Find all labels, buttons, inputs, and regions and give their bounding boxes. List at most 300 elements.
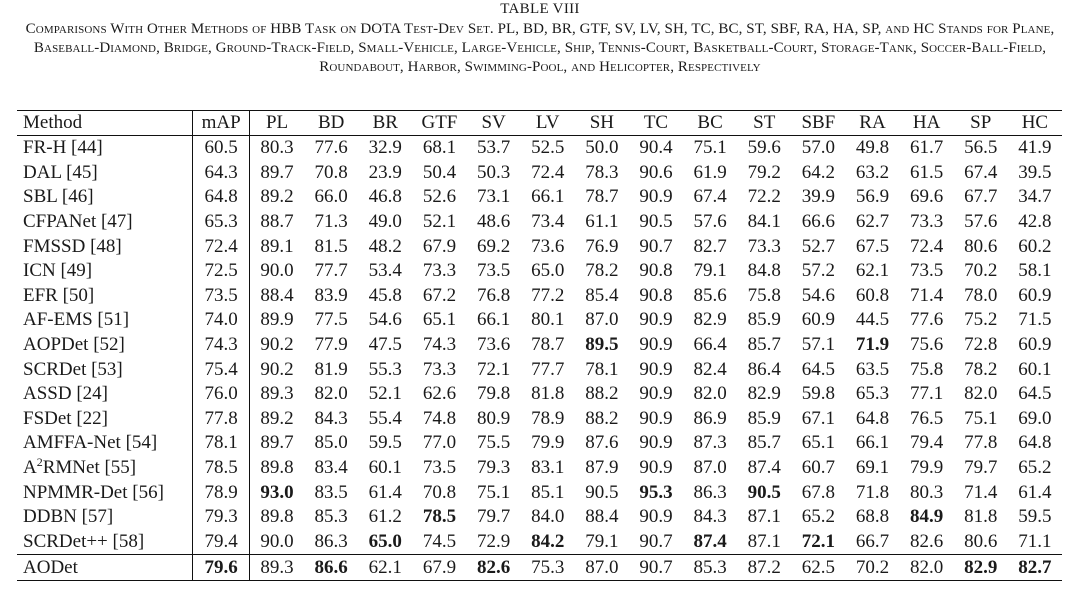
score-cell	[900, 210, 954, 235]
score-cell	[575, 161, 629, 186]
score-cell	[412, 357, 466, 382]
score-value: 87.1	[747, 530, 781, 552]
score-value: 79.3	[476, 457, 511, 479]
score-cell	[1008, 161, 1062, 186]
score-value: 75.1	[476, 481, 511, 503]
column-header-sv: SV	[467, 111, 521, 136]
score-cell	[845, 210, 899, 235]
score-value: 82.6	[909, 530, 944, 552]
score-cell	[467, 136, 521, 161]
score-value: 82.9	[693, 309, 727, 331]
score-value: 88.4	[585, 506, 619, 528]
method-cell	[17, 505, 193, 530]
score-value: 78.0	[964, 284, 998, 306]
score-cell	[467, 480, 521, 505]
score-cell	[358, 234, 412, 259]
score-value: 70.2	[964, 260, 998, 282]
score-value: 61.1	[585, 211, 619, 233]
score-cell	[629, 136, 683, 161]
score-value: 44.5	[855, 309, 890, 331]
score-cell	[1008, 555, 1062, 581]
score-value: 77.1	[909, 383, 944, 405]
score-cell	[900, 555, 954, 581]
score-cell	[249, 431, 304, 456]
score-cell	[249, 234, 304, 259]
method-name: SBL [46]	[23, 186, 94, 208]
score-value: 79.1	[693, 260, 727, 282]
score-cell	[683, 357, 737, 382]
score-cell	[358, 382, 412, 407]
score-value: 73.5	[422, 457, 457, 479]
score-value: 67.5	[855, 235, 890, 257]
score-cell	[412, 161, 466, 186]
method-cell	[17, 407, 193, 432]
score-cell	[304, 555, 358, 581]
score-cell	[575, 431, 629, 456]
method-cell	[17, 259, 193, 284]
score-cell	[629, 234, 683, 259]
score-value: 72.9	[476, 530, 511, 552]
score-cell	[954, 357, 1008, 382]
score-value: 61.7	[909, 137, 944, 159]
score-cell	[683, 480, 737, 505]
score-value: 90.9	[639, 506, 673, 528]
column-header-method: Method	[17, 111, 193, 136]
column-header-sp: SP	[954, 111, 1008, 136]
score-value: 60.5	[204, 137, 238, 159]
score-value: 85.7	[747, 432, 781, 454]
score-value: 57.0	[801, 137, 835, 159]
score-cell	[575, 505, 629, 530]
score-cell	[521, 210, 575, 235]
score-value: 65.0	[531, 260, 565, 282]
score-cell	[900, 407, 954, 432]
table-row	[17, 308, 1062, 333]
score-value: 50.3	[476, 161, 511, 183]
score-value: 79.9	[909, 457, 944, 479]
score-value: 63.5	[855, 358, 890, 380]
best-score-value: 82.9	[964, 556, 998, 578]
score-cell	[737, 136, 791, 161]
column-header-tc: TC	[629, 111, 683, 136]
score-value: 79.3	[204, 506, 238, 528]
table-row	[17, 407, 1062, 432]
score-cell	[845, 234, 899, 259]
score-value: 90.9	[639, 407, 673, 429]
score-cell	[358, 407, 412, 432]
method-name: SCRDet [53]	[23, 358, 123, 380]
score-value: 90.5	[639, 211, 673, 233]
score-cell	[683, 333, 737, 358]
score-value: 58.1	[1018, 260, 1052, 282]
score-value: 72.1	[476, 358, 511, 380]
score-cell	[791, 161, 845, 186]
score-cell	[575, 382, 629, 407]
score-cell	[304, 308, 358, 333]
score-value: 90.9	[639, 309, 673, 331]
score-cell	[521, 259, 575, 284]
method-name: ASSD [24]	[23, 383, 108, 405]
score-cell	[249, 480, 304, 505]
best-score-value: 72.1	[801, 530, 835, 552]
score-value: 69.1	[855, 457, 890, 479]
score-cell	[467, 382, 521, 407]
score-cell	[900, 161, 954, 186]
score-cell	[737, 185, 791, 210]
score-cell	[575, 308, 629, 333]
score-cell	[683, 407, 737, 432]
score-cell	[954, 480, 1008, 505]
score-cell	[954, 456, 1008, 481]
score-value: 78.9	[204, 481, 238, 503]
score-value: 89.9	[260, 309, 294, 331]
score-value: 77.5	[314, 309, 348, 331]
method-cell	[17, 456, 193, 481]
score-value: 82.0	[314, 383, 348, 405]
method-cell	[17, 284, 193, 309]
score-cell	[575, 136, 629, 161]
score-value: 82.7	[693, 235, 727, 257]
column-header-hc: HC	[1008, 111, 1062, 136]
score-value: 90.0	[260, 260, 294, 282]
score-value: 53.4	[368, 260, 402, 282]
score-cell	[575, 234, 629, 259]
score-cell	[358, 555, 412, 581]
score-cell	[629, 407, 683, 432]
method-name: FSDet [22]	[23, 407, 108, 429]
score-cell	[629, 480, 683, 505]
score-value: 75.4	[204, 358, 238, 380]
map-cell	[193, 357, 250, 382]
score-cell	[954, 333, 1008, 358]
score-cell	[845, 308, 899, 333]
method-name: AOPDet [52]	[23, 334, 125, 356]
score-cell	[304, 530, 358, 555]
method-superscript: 2	[36, 455, 43, 470]
score-value: 90.4	[639, 137, 673, 159]
score-cell	[467, 530, 521, 555]
score-cell	[467, 259, 521, 284]
table-body	[17, 136, 1062, 581]
method-name: FR-H [44]	[23, 137, 103, 159]
score-cell	[683, 161, 737, 186]
score-value: 47.5	[368, 334, 402, 356]
score-value: 34.7	[1018, 186, 1052, 208]
score-value: 72.8	[964, 334, 998, 356]
score-cell	[629, 431, 683, 456]
score-value: 90.9	[639, 334, 673, 356]
score-value: 59.8	[801, 383, 835, 405]
score-value: 77.0	[422, 432, 457, 454]
score-cell	[737, 555, 791, 581]
score-cell	[304, 185, 358, 210]
method-cell	[17, 431, 193, 456]
score-cell	[467, 431, 521, 456]
score-cell	[791, 530, 845, 555]
score-value: 66.1	[531, 186, 565, 208]
score-cell	[575, 456, 629, 481]
score-cell	[954, 185, 1008, 210]
score-value: 90.9	[639, 358, 673, 380]
table-number: TABLE VIII	[500, 1, 580, 17]
score-value: 72.4	[909, 235, 944, 257]
method-name: DDBN [57]	[23, 506, 114, 528]
score-cell	[249, 357, 304, 382]
method-cell	[17, 185, 193, 210]
score-value: 48.6	[476, 211, 511, 233]
score-cell	[845, 259, 899, 284]
score-value: 78.1	[585, 358, 619, 380]
score-cell	[1008, 456, 1062, 481]
score-value: 89.3	[260, 383, 294, 405]
score-cell	[629, 530, 683, 555]
score-value: 65.1	[422, 309, 457, 331]
score-value: 82.0	[964, 383, 998, 405]
method-cell	[17, 333, 193, 358]
score-cell	[358, 530, 412, 555]
score-cell	[467, 505, 521, 530]
score-value: 45.8	[368, 284, 402, 306]
score-cell	[683, 136, 737, 161]
score-cell	[467, 234, 521, 259]
score-cell	[1008, 259, 1062, 284]
score-cell	[358, 259, 412, 284]
score-value: 67.4	[693, 186, 727, 208]
method-name: AF-EMS [51]	[23, 309, 130, 331]
score-cell	[249, 284, 304, 309]
score-value: 73.6	[476, 334, 511, 356]
column-header-st: ST	[737, 111, 791, 136]
column-header-ra: RA	[845, 111, 899, 136]
score-value: 76.5	[909, 407, 944, 429]
score-value: 82.9	[747, 383, 781, 405]
score-value: 68.8	[855, 506, 890, 528]
column-header-gtf: GTF	[412, 111, 466, 136]
best-score-value: 82.7	[1018, 556, 1052, 578]
score-cell	[249, 161, 304, 186]
map-cell	[193, 161, 250, 186]
score-cell	[900, 136, 954, 161]
score-cell	[1008, 357, 1062, 382]
score-value: 72.2	[747, 186, 781, 208]
score-value: 67.7	[964, 186, 998, 208]
score-value: 90.9	[639, 457, 673, 479]
score-cell	[249, 136, 304, 161]
score-cell	[521, 555, 575, 581]
score-cell	[412, 431, 466, 456]
score-value: 86.4	[747, 358, 781, 380]
score-value: 55.3	[368, 358, 402, 380]
score-value: 84.3	[693, 506, 727, 528]
score-cell	[791, 505, 845, 530]
score-value: 79.4	[909, 432, 944, 454]
score-cell	[791, 234, 845, 259]
score-value: 88.2	[585, 383, 619, 405]
score-cell	[575, 407, 629, 432]
score-cell	[954, 431, 1008, 456]
score-cell	[954, 234, 1008, 259]
map-cell	[193, 136, 250, 161]
score-cell	[845, 431, 899, 456]
score-value: 60.7	[801, 457, 835, 479]
score-cell	[629, 259, 683, 284]
score-value: 60.8	[855, 284, 890, 306]
score-cell	[412, 284, 466, 309]
score-value: 67.8	[801, 481, 835, 503]
score-value: 90.9	[639, 432, 673, 454]
score-cell	[575, 530, 629, 555]
method-cell	[17, 161, 193, 186]
score-value: 66.0	[314, 186, 348, 208]
score-value: 74.8	[422, 407, 457, 429]
score-cell	[249, 210, 304, 235]
score-cell	[737, 284, 791, 309]
score-cell	[683, 555, 737, 581]
score-cell	[900, 480, 954, 505]
score-cell	[683, 308, 737, 333]
score-value: 89.2	[260, 407, 294, 429]
score-value: 67.4	[964, 161, 998, 183]
score-value: 89.2	[260, 186, 294, 208]
score-value: 73.3	[422, 260, 457, 282]
score-value: 77.2	[531, 284, 565, 306]
score-value: 82.0	[909, 556, 944, 578]
column-header-ha: HA	[900, 111, 954, 136]
score-value: 80.3	[260, 137, 294, 159]
score-cell	[412, 136, 466, 161]
score-value: 75.1	[693, 137, 727, 159]
score-value: 89.7	[260, 432, 294, 454]
score-cell	[845, 530, 899, 555]
score-cell	[900, 234, 954, 259]
score-cell	[412, 210, 466, 235]
best-score-value: 86.6	[314, 556, 348, 578]
score-value: 73.3	[422, 358, 457, 380]
map-cell	[193, 284, 250, 309]
score-value: 75.6	[909, 334, 944, 356]
score-value: 73.5	[476, 260, 511, 282]
score-cell	[1008, 136, 1062, 161]
score-cell	[845, 407, 899, 432]
table-row	[17, 136, 1062, 161]
best-score-value: 89.5	[585, 334, 619, 356]
score-value: 78.7	[585, 186, 619, 208]
column-header-map: mAP	[193, 111, 250, 136]
score-value: 81.8	[964, 506, 998, 528]
score-value: 78.2	[585, 260, 619, 282]
score-value: 90.2	[260, 334, 294, 356]
score-cell	[845, 505, 899, 530]
score-value: 76.8	[476, 284, 511, 306]
table-row	[17, 382, 1062, 407]
score-value: 79.9	[531, 432, 565, 454]
score-cell	[737, 530, 791, 555]
score-cell	[304, 333, 358, 358]
score-value: 86.3	[314, 530, 348, 552]
map-cell	[193, 185, 250, 210]
score-cell	[412, 456, 466, 481]
score-cell	[954, 210, 1008, 235]
score-cell	[412, 480, 466, 505]
score-value: 59.6	[747, 137, 781, 159]
best-score-value: 95.3	[639, 481, 673, 503]
score-value: 52.7	[801, 235, 835, 257]
score-cell	[900, 284, 954, 309]
score-value: 82.0	[693, 383, 727, 405]
score-cell	[900, 333, 954, 358]
score-cell	[791, 259, 845, 284]
score-cell	[737, 357, 791, 382]
score-value: 77.6	[909, 309, 944, 331]
score-cell	[521, 234, 575, 259]
score-cell	[412, 530, 466, 555]
score-value: 67.1	[801, 407, 835, 429]
score-value: 89.1	[260, 235, 294, 257]
method-cell	[17, 480, 193, 505]
score-value: 62.7	[855, 211, 890, 233]
score-value: 90.8	[639, 260, 673, 282]
method-name: RMNet [55]	[42, 457, 137, 479]
column-header-bd: BD	[304, 111, 358, 136]
score-value: 89.3	[260, 556, 294, 578]
table-header-row	[17, 111, 1062, 136]
score-cell	[683, 185, 737, 210]
score-value: 78.9	[531, 407, 565, 429]
score-cell	[629, 185, 683, 210]
score-value: 73.3	[747, 235, 781, 257]
score-value: 74.3	[422, 334, 457, 356]
score-cell	[304, 161, 358, 186]
score-value: 42.8	[1018, 211, 1052, 233]
method-cell	[17, 382, 193, 407]
score-value: 80.1	[531, 309, 565, 331]
score-value: 85.1	[531, 481, 565, 503]
score-cell	[304, 505, 358, 530]
score-value: 67.2	[422, 284, 457, 306]
score-value: 64.5	[1018, 383, 1052, 405]
score-cell	[683, 530, 737, 555]
score-cell	[521, 407, 575, 432]
score-cell	[467, 555, 521, 581]
column-header-sbf: SBF	[791, 111, 845, 136]
score-cell	[467, 407, 521, 432]
score-cell	[791, 308, 845, 333]
score-value: 77.8	[964, 432, 998, 454]
score-value: 88.4	[260, 284, 294, 306]
table-row	[17, 185, 1062, 210]
score-cell	[358, 308, 412, 333]
score-cell	[358, 505, 412, 530]
score-value: 69.2	[476, 235, 511, 257]
score-cell	[575, 480, 629, 505]
score-value: 48.2	[368, 235, 402, 257]
score-value: 66.7	[855, 530, 890, 552]
score-value: 67.9	[422, 235, 457, 257]
score-cell	[304, 480, 358, 505]
score-value: 60.1	[368, 457, 402, 479]
score-cell	[249, 333, 304, 358]
score-cell	[412, 333, 466, 358]
map-cell	[193, 259, 250, 284]
score-cell	[575, 333, 629, 358]
score-value: 81.8	[531, 383, 565, 405]
score-cell	[683, 431, 737, 456]
score-cell	[358, 136, 412, 161]
score-value: 64.3	[204, 161, 238, 183]
score-cell	[737, 308, 791, 333]
score-value: 61.4	[368, 481, 402, 503]
best-score-value: 84.2	[531, 530, 565, 552]
